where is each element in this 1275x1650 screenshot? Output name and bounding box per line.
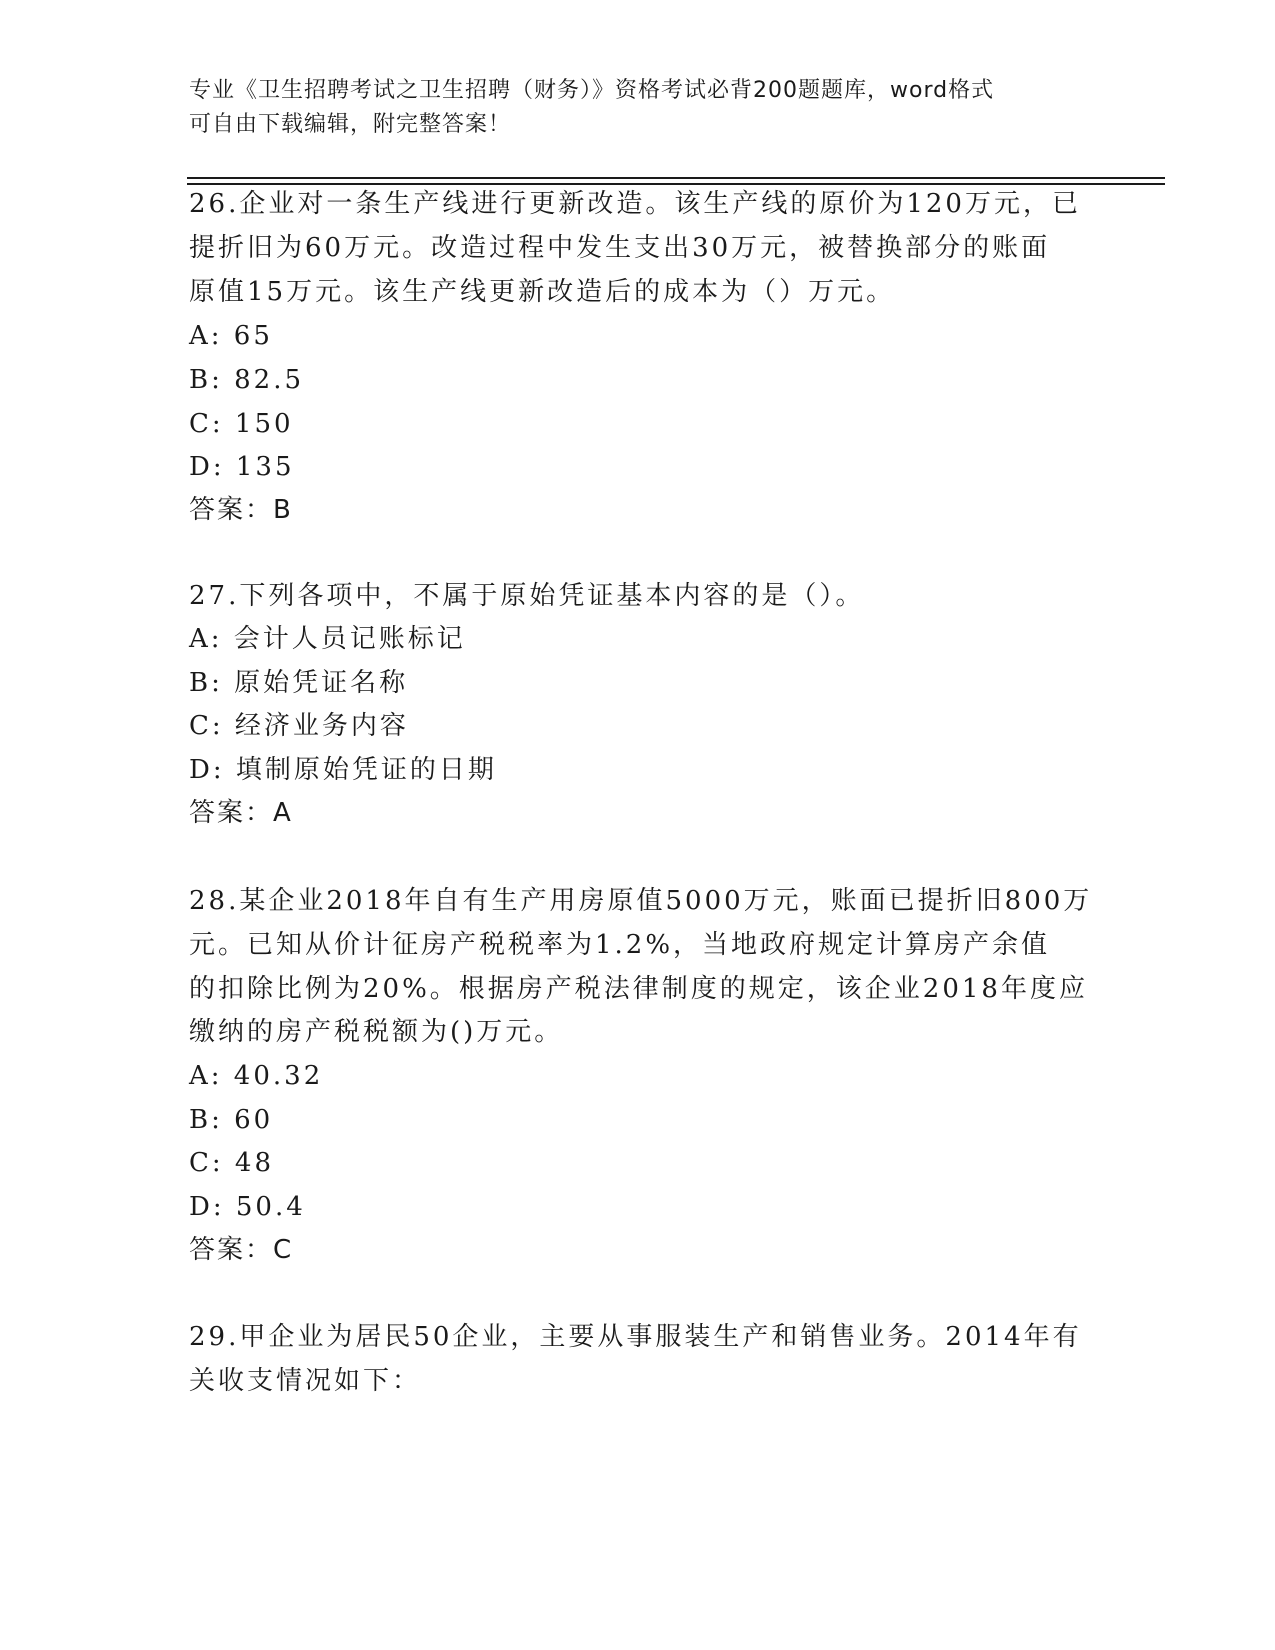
header-title-line-1: 专业《卫生招聘考试之卫生招聘（财务）》资格考试必背200题题库，word格式 xyxy=(189,78,995,103)
question-28-option-b: B: 60 xyxy=(189,1105,274,1135)
question-26-option-c: C: 150 xyxy=(189,409,294,439)
question-27-line-1: 27.下列各项中，不属于原始凭证基本内容的是（）。 xyxy=(189,581,865,611)
question-26-option-d: D: 135 xyxy=(189,452,295,482)
question-28-line-3: 的扣除比例为20%。根据房产税法律制度的规定，该企业2018年度应 xyxy=(189,974,1088,1004)
question-28-option-a: A: 40.32 xyxy=(189,1061,324,1091)
question-28-option-c: C: 48 xyxy=(189,1148,275,1178)
question-26-line-3: 原值15万元。该生产线更新改造后的成本为（）万元。 xyxy=(189,277,896,307)
question-27-option-b: B: 原始凭证名称 xyxy=(189,668,409,698)
question-27-option-a: A: 会计人员记账标记 xyxy=(189,624,466,654)
question-26-answer: 答案：B xyxy=(189,495,293,525)
question-27-option-d: D: 填制原始凭证的日期 xyxy=(189,755,497,785)
question-26-line-2: 提折旧为60万元。改造过程中发生支出30万元，被替换部分的账面 xyxy=(189,233,1051,263)
question-26-line-1: 26.企业对一条生产线进行更新改造。该生产线的原价为120万元，已 xyxy=(189,189,1081,219)
question-26-option-a: A: 65 xyxy=(189,321,273,351)
question-28-line-1: 28.某企业2018年自有生产用房原值5000万元，账面已提折旧800万 xyxy=(189,886,1093,916)
question-26-option-b: B: 82.5 xyxy=(189,365,305,395)
question-28-answer: 答案：C xyxy=(189,1235,294,1265)
header-divider-top xyxy=(187,177,1165,179)
question-29-line-2: 关收支情况如下： xyxy=(189,1366,422,1396)
question-27-answer: 答案：A xyxy=(189,798,293,828)
question-29-line-1: 29.甲企业为居民50企业，主要从事服装生产和销售业务。2014年有 xyxy=(189,1322,1082,1352)
question-27-option-c: C: 经济业务内容 xyxy=(189,711,409,741)
question-28-line-2: 元。已知从价计征房产税税率为1.2%，当地政府规定计算房产余值 xyxy=(189,930,1051,960)
header-divider-bottom xyxy=(187,183,1165,185)
question-28-option-d: D: 50.4 xyxy=(189,1192,306,1222)
question-28-line-4: 缴纳的房产税税额为()万元。 xyxy=(189,1017,564,1047)
document-header xyxy=(189,74,1089,142)
header-title-line-2: 可自由下载编辑，附完整答案！ xyxy=(189,112,512,137)
